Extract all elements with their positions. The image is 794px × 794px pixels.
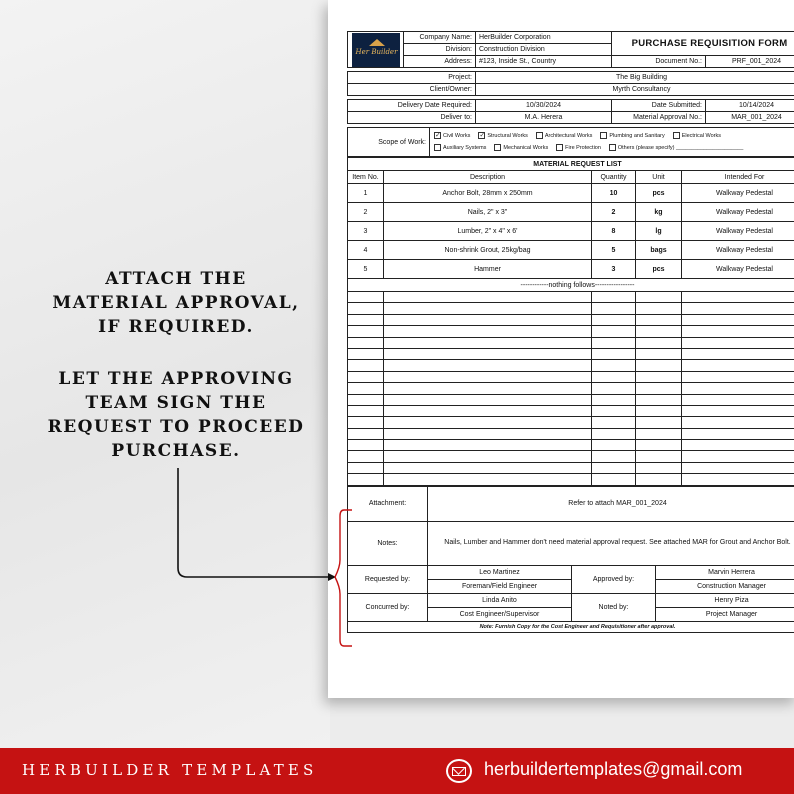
empty-cell[interactable]	[636, 428, 682, 439]
empty-row	[348, 314, 794, 325]
empty-cell[interactable]	[384, 383, 592, 394]
empty-cell[interactable]	[384, 451, 592, 462]
requested-by-name[interactable]: Leo Martinez	[428, 565, 572, 579]
item-intended-for[interactable]: Walkway Pedestal	[682, 222, 794, 241]
empty-cell[interactable]	[384, 371, 592, 382]
empty-cell[interactable]	[682, 314, 794, 325]
item-quantity[interactable]: 2	[592, 203, 636, 222]
item-no[interactable]: 3	[348, 222, 384, 241]
empty-cell[interactable]	[384, 405, 592, 416]
empty-cell[interactable]	[682, 360, 794, 371]
empty-row	[348, 428, 794, 439]
empty-cell[interactable]	[636, 292, 682, 303]
empty-cell[interactable]	[348, 314, 384, 325]
empty-cell[interactable]	[348, 462, 384, 473]
concurred-by-position: Cost Engineer/Supervisor	[428, 607, 572, 621]
col-item-no: Item No.	[348, 171, 384, 184]
empty-cell[interactable]	[384, 303, 592, 314]
empty-cell[interactable]	[682, 394, 794, 405]
empty-cell[interactable]	[682, 337, 794, 348]
concurred-by-label: Concurred by:	[348, 593, 428, 621]
attachment-label: Attachment:	[348, 486, 428, 521]
checkbox-architectural-works[interactable]	[536, 132, 543, 139]
empty-cell[interactable]	[592, 417, 636, 428]
empty-cell[interactable]	[682, 371, 794, 382]
empty-cell[interactable]	[636, 337, 682, 348]
checkbox-structural-works[interactable]	[478, 132, 485, 139]
empty-cell[interactable]	[636, 314, 682, 325]
empty-row	[348, 348, 794, 359]
empty-cell[interactable]	[682, 440, 794, 451]
attachment-value[interactable]: Refer to attach MAR_001_2024	[428, 486, 794, 521]
empty-row	[348, 417, 794, 428]
scope-options: ✓Civil Works ✓ Structural Works Architectural Works Plumbing and Sanitary Electrical Works Auxiliary Systems Mechanical Works Fire Protection Others (please specify) ______________________	[430, 128, 794, 157]
material-approval-label: Material Approval No.:	[612, 112, 706, 124]
empty-cell[interactable]	[348, 326, 384, 337]
empty-cell[interactable]	[636, 417, 682, 428]
empty-cell[interactable]	[592, 394, 636, 405]
approval-block	[347, 486, 794, 633]
empty-cell[interactable]	[682, 405, 794, 416]
empty-cell[interactable]	[636, 474, 682, 485]
date-submitted-value[interactable]: 10/14/2024	[706, 100, 794, 112]
empty-cell[interactable]	[384, 394, 592, 405]
table-row	[348, 260, 794, 279]
empty-cell[interactable]	[592, 428, 636, 439]
caption-line: REQUEST TO PROCEED	[47, 417, 305, 437]
item-description[interactable]: Nails, 2" x 3"	[384, 203, 592, 222]
company-name-value[interactable]: HerBuilder Corporation	[476, 32, 612, 44]
item-description[interactable]: Lumber, 2" x 4" x 6'	[384, 222, 592, 241]
nothing-follows: ------------nothing follows-----------------	[348, 279, 794, 292]
checkbox-others[interactable]	[609, 144, 616, 151]
empty-cell[interactable]	[636, 303, 682, 314]
scope-block	[347, 127, 794, 157]
empty-cell[interactable]	[636, 451, 682, 462]
noted-by-label: Noted by:	[572, 593, 656, 621]
table-row	[348, 222, 794, 241]
item-unit[interactable]: pcs	[636, 184, 682, 203]
caption-line: LET THE APPROVING	[58, 369, 294, 389]
email-link[interactable]: herbuildertemplates@gmail.com	[484, 759, 743, 779]
form-title: PURCHASE REQUISITION FORM	[612, 32, 794, 56]
item-intended-for[interactable]: Walkway Pedestal	[682, 241, 794, 260]
empty-cell[interactable]	[384, 348, 592, 359]
delivery-date-label: Delivery Date Required:	[348, 100, 476, 112]
empty-row	[348, 360, 794, 371]
empty-rows	[348, 292, 794, 486]
empty-row	[348, 394, 794, 405]
col-quantity: Quantity	[592, 171, 636, 184]
item-no[interactable]: 5	[348, 260, 384, 279]
company-logo	[348, 32, 404, 68]
empty-cell[interactable]	[384, 462, 592, 473]
item-intended-for[interactable]: Walkway Pedestal	[682, 203, 794, 222]
brand-name: HERBUILDER TEMPLATES	[22, 761, 318, 779]
form-header	[347, 31, 794, 68]
empty-cell[interactable]	[636, 440, 682, 451]
empty-cell[interactable]	[348, 428, 384, 439]
empty-cell[interactable]	[384, 428, 592, 439]
item-unit[interactable]: lg	[636, 222, 682, 241]
empty-cell[interactable]	[348, 440, 384, 451]
concurred-by-name[interactable]: Linda Anito	[428, 593, 572, 607]
checkbox-electrical-works[interactable]	[673, 132, 680, 139]
item-intended-for[interactable]: Walkway Pedestal	[682, 184, 794, 203]
empty-cell[interactable]	[384, 440, 592, 451]
empty-row	[348, 440, 794, 451]
col-intended-for: Intended For	[682, 171, 794, 184]
empty-cell[interactable]	[348, 417, 384, 428]
empty-cell[interactable]	[348, 348, 384, 359]
document-no-value[interactable]: PRF_001_2024	[706, 56, 794, 68]
project-label: Project:	[348, 72, 476, 84]
requested-by-position: Foreman/Field Engineer	[428, 579, 572, 593]
empty-row	[348, 292, 794, 303]
empty-cell[interactable]	[348, 292, 384, 303]
empty-cell[interactable]	[348, 360, 384, 371]
empty-cell[interactable]	[592, 462, 636, 473]
empty-cell[interactable]	[384, 326, 592, 337]
date-submitted-label: Date Submitted:	[612, 100, 706, 112]
item-description[interactable]: Non-shrink Grout, 25kg/bag	[384, 241, 592, 260]
item-intended-for[interactable]: Walkway Pedestal	[682, 260, 794, 279]
empty-cell[interactable]	[348, 371, 384, 382]
document-no-label: Document No.:	[612, 56, 706, 68]
empty-cell[interactable]	[682, 474, 794, 485]
empty-cell[interactable]	[384, 314, 592, 325]
notes-value[interactable]: Nails, Lumber and Hammer don't need material approval request. See attached MAR for Grout and Anchor Bolt.	[428, 521, 794, 565]
col-unit: Unit	[636, 171, 682, 184]
caption-line: TEAM SIGN THE	[85, 393, 267, 413]
empty-cell[interactable]	[592, 337, 636, 348]
empty-cell[interactable]	[348, 451, 384, 462]
table-row	[348, 184, 794, 203]
table-row	[348, 241, 794, 260]
caption-line: MATERIAL APPROVAL,	[52, 293, 300, 313]
empty-cell[interactable]	[636, 383, 682, 394]
empty-cell[interactable]	[592, 383, 636, 394]
requested-by-label: Requested by:	[348, 565, 428, 593]
empty-cell[interactable]	[592, 303, 636, 314]
empty-cell[interactable]	[592, 440, 636, 451]
item-quantity[interactable]: 10	[592, 184, 636, 203]
delivery-date-value[interactable]: 10/30/2024	[476, 100, 612, 112]
empty-cell[interactable]	[592, 314, 636, 325]
approved-by-label: Approved by:	[572, 565, 656, 593]
empty-cell[interactable]	[682, 303, 794, 314]
empty-cell[interactable]	[682, 428, 794, 439]
empty-row	[348, 474, 794, 485]
empty-row	[348, 383, 794, 394]
deliver-to-label: Deliver to:	[348, 112, 476, 124]
material-approval-value[interactable]: MAR_001_2024	[706, 112, 794, 124]
empty-cell[interactable]	[384, 292, 592, 303]
form-footnote: Note: Furnish Copy for the Cost Engineer and Requisitioner after approval.	[348, 621, 794, 632]
item-description[interactable]: Hammer	[384, 260, 592, 279]
approved-by-name[interactable]: Marvin Herrera	[656, 565, 794, 579]
empty-cell[interactable]	[682, 326, 794, 337]
item-unit[interactable]: pcs	[636, 260, 682, 279]
caption-line: PURCHASE.	[111, 441, 241, 461]
caption-attach	[40, 267, 312, 339]
checkbox-auxiliary-systems[interactable]	[434, 144, 441, 151]
project-value[interactable]: The Big Building	[476, 72, 794, 84]
noted-by-name[interactable]: Henry Piza	[656, 593, 794, 607]
checkbox-civil-works[interactable]	[434, 132, 441, 139]
purchase-requisition-form	[347, 31, 794, 633]
empty-cell[interactable]	[592, 292, 636, 303]
item-quantity[interactable]: 3	[592, 260, 636, 279]
empty-cell[interactable]	[384, 417, 592, 428]
list-title: MATERIAL REQUEST LIST	[348, 158, 794, 171]
delivery-block	[347, 99, 794, 124]
empty-cell[interactable]	[348, 394, 384, 405]
division-value[interactable]: Construction Division	[476, 44, 612, 56]
others-blank[interactable]: ______________________	[675, 145, 744, 151]
empty-cell[interactable]	[348, 303, 384, 314]
footer-bar	[0, 748, 794, 794]
empty-row	[348, 337, 794, 348]
empty-cell[interactable]	[636, 326, 682, 337]
empty-cell[interactable]	[348, 474, 384, 485]
empty-cell[interactable]	[592, 348, 636, 359]
empty-cell[interactable]	[636, 405, 682, 416]
checkbox-mechanical-works[interactable]	[494, 144, 501, 151]
item-unit[interactable]: kg	[636, 203, 682, 222]
checkbox-fire-protection[interactable]	[556, 144, 563, 151]
table-row	[348, 203, 794, 222]
empty-cell[interactable]	[592, 371, 636, 382]
empty-cell[interactable]	[348, 337, 384, 348]
empty-row	[348, 326, 794, 337]
project-block	[347, 71, 794, 96]
address-label: Address:	[404, 56, 476, 68]
scope-label: Scope of Work:	[348, 128, 430, 157]
empty-cell[interactable]	[682, 292, 794, 303]
empty-cell[interactable]	[636, 371, 682, 382]
item-no[interactable]: 1	[348, 184, 384, 203]
caption-sign	[40, 367, 312, 463]
item-no[interactable]: 2	[348, 203, 384, 222]
empty-cell[interactable]	[636, 462, 682, 473]
empty-cell[interactable]	[682, 348, 794, 359]
client-label: Client/Owner:	[348, 84, 476, 96]
empty-cell[interactable]	[384, 474, 592, 485]
empty-cell[interactable]	[636, 394, 682, 405]
deliver-to-value[interactable]: M.A. Herera	[476, 112, 612, 124]
empty-cell[interactable]	[682, 417, 794, 428]
empty-cell[interactable]	[384, 337, 592, 348]
empty-cell[interactable]	[348, 383, 384, 394]
empty-cell[interactable]	[384, 360, 592, 371]
item-no[interactable]: 4	[348, 241, 384, 260]
empty-cell[interactable]	[592, 360, 636, 371]
client-value[interactable]: Myrth Consultancy	[476, 84, 794, 96]
division-label: Division:	[404, 44, 476, 56]
empty-cell[interactable]	[348, 405, 384, 416]
item-unit[interactable]: bags	[636, 241, 682, 260]
empty-cell[interactable]	[682, 462, 794, 473]
item-quantity[interactable]: 8	[592, 222, 636, 241]
empty-cell[interactable]	[636, 348, 682, 359]
item-description[interactable]: Anchor Bolt, 28mm x 250mm	[384, 184, 592, 203]
form-paper	[328, 0, 794, 698]
empty-row	[348, 303, 794, 314]
material-request-list	[347, 157, 794, 486]
notes-label: Notes:	[348, 521, 428, 565]
checkbox-plumbing-sanitary[interactable]	[600, 132, 607, 139]
caption-line: IF REQUIRED.	[98, 317, 254, 337]
empty-row	[348, 462, 794, 473]
empty-row	[348, 451, 794, 462]
empty-cell[interactable]	[682, 383, 794, 394]
empty-cell[interactable]	[682, 451, 794, 462]
caption-line: ATTACH THE	[105, 269, 247, 289]
col-description: Description	[384, 171, 592, 184]
noted-by-position: Project Manager	[656, 607, 794, 621]
empty-cell[interactable]	[592, 451, 636, 462]
empty-cell[interactable]	[592, 326, 636, 337]
empty-cell[interactable]	[592, 474, 636, 485]
address-value[interactable]: #123, Inside St., Country	[476, 56, 612, 68]
empty-cell[interactable]	[592, 405, 636, 416]
mail-icon[interactable]	[446, 759, 472, 783]
company-name-label: Company Name:	[404, 32, 476, 44]
empty-row	[348, 405, 794, 416]
empty-row	[348, 371, 794, 382]
empty-cell[interactable]	[636, 360, 682, 371]
approved-by-position: Construction Manager	[656, 579, 794, 593]
item-quantity[interactable]: 5	[592, 241, 636, 260]
logo-icon: Her Builder	[352, 33, 400, 67]
